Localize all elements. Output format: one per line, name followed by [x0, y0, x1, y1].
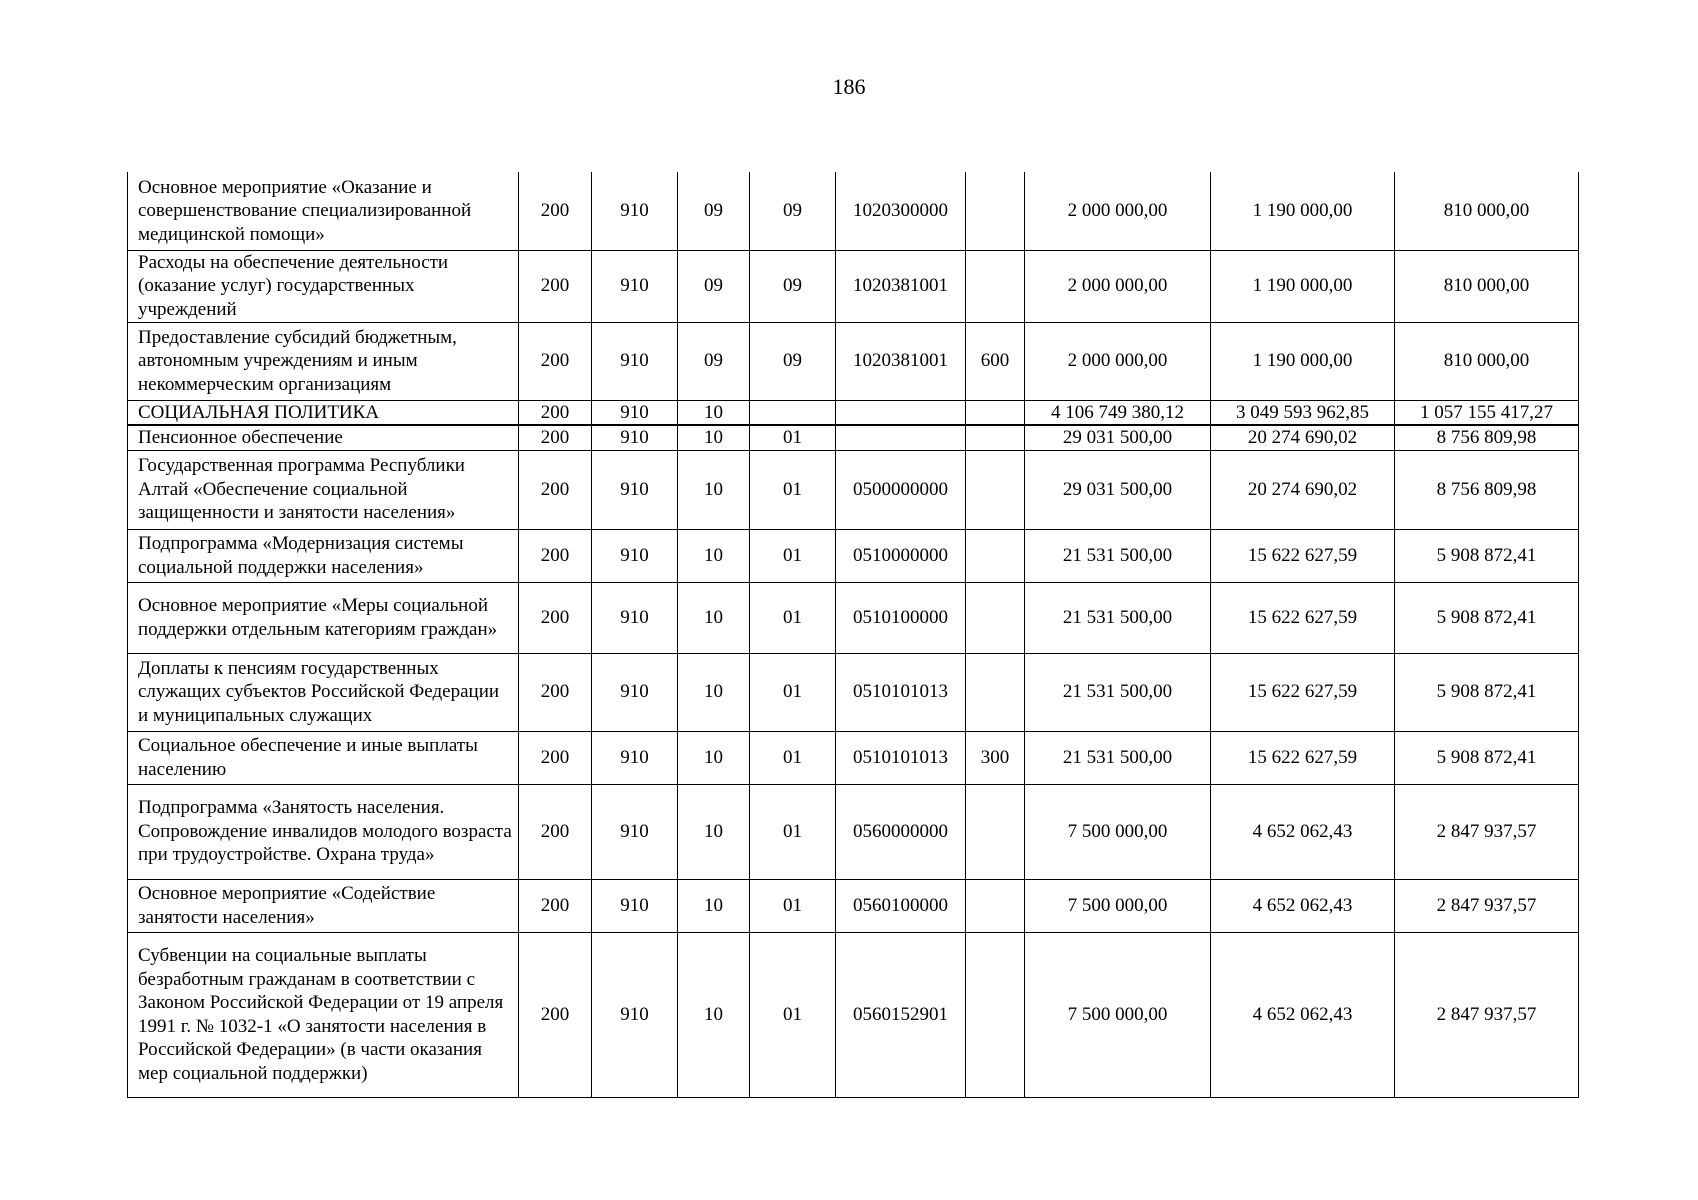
amount-cell: 5 908 872,41 [1395, 731, 1579, 784]
subsection-code-cell: 01 [750, 879, 836, 932]
target-article-cell [836, 425, 966, 450]
section-code-cell: 10 [678, 653, 750, 731]
amount-cell: 7 500 000,00 [1025, 879, 1211, 932]
code-cell: 200 [519, 450, 592, 529]
code-cell: 200 [519, 322, 592, 400]
amount-cell: 810 000,00 [1395, 250, 1579, 322]
amount-cell: 1 190 000,00 [1211, 322, 1395, 400]
amount-cell: 2 847 937,57 [1395, 784, 1579, 879]
code-cell: 200 [519, 932, 592, 1097]
code-cell: 200 [519, 250, 592, 322]
row-name-cell: Подпрограмма «Занятость населения. Сопровождение инвалидов молодого возраста при трудоустройстве. Охрана труда» [128, 784, 519, 879]
amount-cell: 21 531 500,00 [1025, 731, 1211, 784]
row-name-cell: Расходы на обеспечение деятельности (оказание услуг) государственных учреждений [128, 250, 519, 322]
amount-cell: 4 652 062,43 [1211, 879, 1395, 932]
amount-cell: 21 531 500,00 [1025, 653, 1211, 731]
expense-type-cell [966, 932, 1025, 1097]
code-cell: 200 [519, 653, 592, 731]
expense-type-cell: 300 [966, 731, 1025, 784]
section-code-cell: 10 [678, 731, 750, 784]
subsection-code-cell: 01 [750, 450, 836, 529]
row-name-cell: Субвенции на социальные выплаты безработным гражданам в соответствии с Законом Российской Федерации от 19 апреля 1991 г. № 1032-1 «О занятости населения в Российской Федерации» (в части оказания мер социальной поддержки) [128, 932, 519, 1097]
row-name-cell: СОЦИАЛЬНАЯ ПОЛИТИКА [128, 400, 519, 425]
amount-cell: 2 000 000,00 [1025, 322, 1211, 400]
subsection-code-cell: 09 [750, 322, 836, 400]
expense-type-cell [966, 172, 1025, 250]
code-cell: 200 [519, 879, 592, 932]
code-cell: 910 [592, 250, 678, 322]
table-row [128, 582, 1579, 653]
subsection-code-cell: 01 [750, 425, 836, 450]
amount-cell: 5 908 872,41 [1395, 582, 1579, 653]
subsection-code-cell: 09 [750, 250, 836, 322]
target-article-cell: 1020381001 [836, 250, 966, 322]
code-cell: 910 [592, 322, 678, 400]
amount-cell: 810 000,00 [1395, 172, 1579, 250]
row-name-cell: Основное мероприятие «Меры социальной поддержки отдельным категориям граждан» [128, 582, 519, 653]
subsection-code-cell: 01 [750, 731, 836, 784]
code-cell: 910 [592, 400, 678, 425]
page-number: 186 [832, 74, 866, 99]
amount-cell: 21 531 500,00 [1025, 582, 1211, 653]
expense-type-cell: 600 [966, 322, 1025, 400]
code-cell: 200 [519, 172, 592, 250]
amount-cell: 2 000 000,00 [1025, 250, 1211, 322]
amount-cell: 1 057 155 417,27 [1395, 400, 1579, 425]
table-row [128, 784, 1579, 879]
code-cell: 200 [519, 400, 592, 425]
amount-cell: 29 031 500,00 [1025, 425, 1211, 450]
target-article-cell: 0560152901 [836, 932, 966, 1097]
code-cell: 910 [592, 582, 678, 653]
section-code-cell: 10 [678, 400, 750, 425]
amount-cell: 15 622 627,59 [1211, 731, 1395, 784]
table-row [128, 932, 1579, 1097]
target-article-cell: 1020300000 [836, 172, 966, 250]
subsection-code-cell: 01 [750, 784, 836, 879]
code-cell: 200 [519, 529, 592, 582]
expense-type-cell [966, 582, 1025, 653]
subsection-code-cell: 01 [750, 932, 836, 1097]
section-code-cell: 10 [678, 450, 750, 529]
amount-cell: 15 622 627,59 [1211, 582, 1395, 653]
section-code-cell: 10 [678, 425, 750, 450]
section-code-cell: 09 [678, 172, 750, 250]
code-cell: 200 [519, 731, 592, 784]
subsection-code-cell: 09 [750, 172, 836, 250]
code-cell: 910 [592, 784, 678, 879]
row-name-cell: Подпрограмма «Модернизация системы социальной поддержки населения» [128, 529, 519, 582]
amount-cell: 4 652 062,43 [1211, 932, 1395, 1097]
code-cell: 200 [519, 582, 592, 653]
target-article-cell: 0510101013 [836, 731, 966, 784]
code-cell: 910 [592, 425, 678, 450]
table-row [128, 529, 1579, 582]
section-code-cell: 09 [678, 250, 750, 322]
row-name-cell: Социальное обеспечение и иные выплаты населению [128, 731, 519, 784]
code-cell: 910 [592, 450, 678, 529]
table-row [128, 653, 1579, 731]
target-article-cell: 0510101013 [836, 653, 966, 731]
amount-cell: 8 756 809,98 [1395, 425, 1579, 450]
expense-type-cell [966, 450, 1025, 529]
expense-type-cell [966, 425, 1025, 450]
amount-cell: 21 531 500,00 [1025, 529, 1211, 582]
code-cell: 910 [592, 653, 678, 731]
amount-cell: 2 847 937,57 [1395, 932, 1579, 1097]
expense-type-cell [966, 653, 1025, 731]
target-article-cell: 0500000000 [836, 450, 966, 529]
code-cell: 910 [592, 172, 678, 250]
subsection-code-cell: 01 [750, 529, 836, 582]
table-row [128, 450, 1579, 529]
table-row [128, 250, 1579, 322]
amount-cell: 7 500 000,00 [1025, 932, 1211, 1097]
amount-cell: 3 049 593 962,85 [1211, 400, 1395, 425]
row-name-cell: Основное мероприятие «Содействие занятости населения» [128, 879, 519, 932]
expense-type-cell [966, 784, 1025, 879]
expense-type-cell [966, 400, 1025, 425]
amount-cell: 15 622 627,59 [1211, 529, 1395, 582]
amount-cell: 7 500 000,00 [1025, 784, 1211, 879]
target-article-cell: 0560100000 [836, 879, 966, 932]
table-row [128, 879, 1579, 932]
amount-cell: 4 652 062,43 [1211, 784, 1395, 879]
subsection-code-cell [750, 400, 836, 425]
code-cell: 910 [592, 731, 678, 784]
row-name-cell: Доплаты к пенсиям государственных служащих субъектов Российской Федерации и муниципальных служащих [128, 653, 519, 731]
row-name-cell: Пенсионное обеспечение [128, 425, 519, 450]
amount-cell: 15 622 627,59 [1211, 653, 1395, 731]
section-code-cell: 10 [678, 582, 750, 653]
expense-type-cell [966, 879, 1025, 932]
subsection-code-cell: 01 [750, 582, 836, 653]
section-code-cell: 10 [678, 879, 750, 932]
code-cell: 200 [519, 784, 592, 879]
target-article-cell [836, 400, 966, 425]
target-article-cell: 1020381001 [836, 322, 966, 400]
table-row [128, 400, 1579, 425]
amount-cell: 810 000,00 [1395, 322, 1579, 400]
amount-cell: 5 908 872,41 [1395, 529, 1579, 582]
table-row [128, 425, 1579, 450]
amount-cell: 1 190 000,00 [1211, 172, 1395, 250]
amount-cell: 20 274 690,02 [1211, 450, 1395, 529]
section-code-cell: 10 [678, 784, 750, 879]
expense-type-cell [966, 529, 1025, 582]
amount-cell: 4 106 749 380,12 [1025, 400, 1211, 425]
code-cell: 910 [592, 932, 678, 1097]
section-code-cell: 10 [678, 932, 750, 1097]
table-body [128, 172, 1579, 1097]
expense-type-cell [966, 250, 1025, 322]
code-cell: 910 [592, 529, 678, 582]
section-code-cell: 09 [678, 322, 750, 400]
table-row [128, 172, 1579, 250]
amount-cell: 20 274 690,02 [1211, 425, 1395, 450]
budget-table [127, 172, 1579, 1098]
amount-cell: 5 908 872,41 [1395, 653, 1579, 731]
row-name-cell: Основное мероприятие «Оказание и совершенствование специализированной медицинской помощи» [128, 172, 519, 250]
table-row [128, 731, 1579, 784]
subsection-code-cell: 01 [750, 653, 836, 731]
row-name-cell: Государственная программа Республики Алтай «Обеспечение социальной защищенности и занятости населения» [128, 450, 519, 529]
amount-cell: 29 031 500,00 [1025, 450, 1211, 529]
target-article-cell: 0510000000 [836, 529, 966, 582]
table-row [128, 322, 1579, 400]
code-cell: 200 [519, 425, 592, 450]
code-cell: 910 [592, 879, 678, 932]
target-article-cell: 0560000000 [836, 784, 966, 879]
target-article-cell: 0510100000 [836, 582, 966, 653]
row-name-cell: Предоставление субсидий бюджетным, автономным учреждениям и иным некоммерческим организациям [128, 322, 519, 400]
amount-cell: 1 190 000,00 [1211, 250, 1395, 322]
amount-cell: 2 000 000,00 [1025, 172, 1211, 250]
amount-cell: 2 847 937,57 [1395, 879, 1579, 932]
amount-cell: 8 756 809,98 [1395, 450, 1579, 529]
section-code-cell: 10 [678, 529, 750, 582]
